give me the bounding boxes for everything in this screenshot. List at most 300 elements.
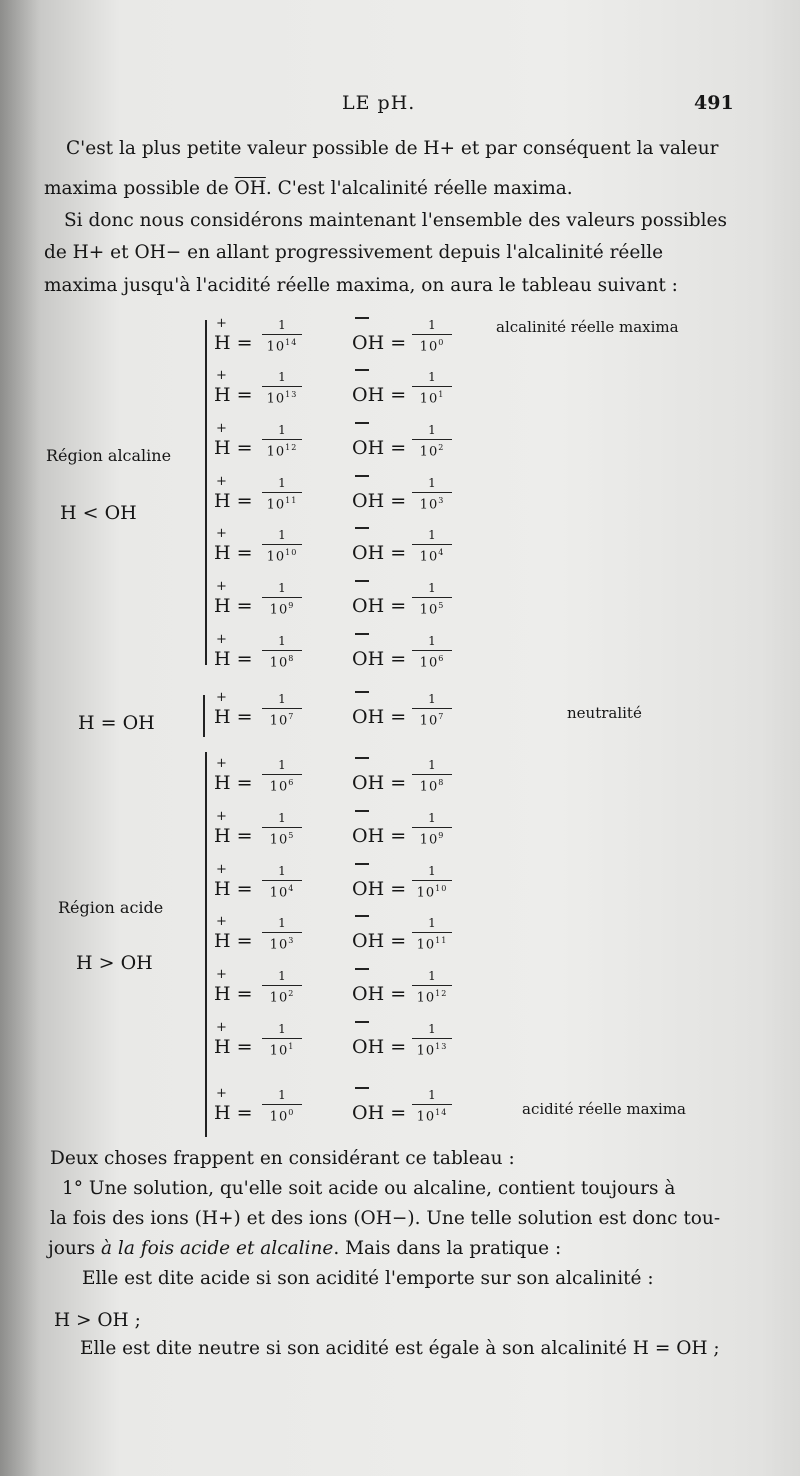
oh-symbol: OH: [352, 437, 384, 459]
page-number: 491: [694, 92, 734, 114]
table-row: [214, 370, 494, 424]
running-head: [0, 92, 800, 120]
neutral-brace: [203, 695, 205, 737]
oh-symbol: OH: [352, 1102, 384, 1124]
equals-sign: =: [384, 332, 407, 354]
h-fraction: [262, 318, 302, 354]
oh-term: [352, 706, 406, 728]
fraction-bar: [262, 985, 302, 986]
h-symbol: H +: [214, 756, 231, 794]
numerator: 1: [278, 581, 286, 595]
oh-fraction: [412, 634, 452, 670]
oh-symbol: OH: [352, 983, 384, 1005]
denominator: $10^{10}$: [416, 884, 448, 901]
oh-symbol: $\overline{OH}$: [234, 178, 266, 199]
oh-term: [352, 542, 406, 564]
fraction-bar: [412, 439, 452, 440]
equals-sign: =: [230, 1036, 253, 1058]
denominator: $10^1$: [419, 390, 445, 407]
h-term: [214, 809, 253, 847]
denominator: $10^0$: [269, 1108, 295, 1125]
exponent: 3: [288, 936, 295, 945]
equals-sign: =: [230, 332, 253, 354]
oh-fraction: [412, 370, 452, 406]
fraction-bar: [262, 439, 302, 440]
plus-sign: +: [216, 914, 227, 929]
numerator: 1: [428, 1088, 436, 1102]
h-symbol: H +: [214, 316, 231, 354]
exponent: 11: [285, 496, 298, 505]
oh-fraction: [412, 969, 452, 1005]
oh-fraction: [412, 811, 452, 847]
note-alcalinite-maxima: alcalinité réelle maxima: [496, 318, 679, 336]
denominator: $10^2$: [269, 989, 295, 1006]
overbar: [355, 915, 369, 917]
h-fraction: [262, 423, 302, 459]
overbar: [355, 1087, 369, 1089]
h-fraction: [262, 1088, 302, 1124]
oh-fraction: [412, 1088, 452, 1124]
exponent: 3: [438, 496, 445, 505]
alcaline-relation-text: H < OH: [60, 502, 137, 524]
fraction-bar: [412, 386, 452, 387]
fraction-bar: [262, 650, 302, 651]
oh-symbol: OH: [352, 648, 384, 670]
h-fraction: [262, 528, 302, 564]
conclusion-line-5: Elle est dite acide si son acidité l'emporte sur son alcalinité :: [82, 1268, 654, 1289]
region-alcaline-relation: [60, 502, 137, 524]
oh-term: [352, 490, 406, 512]
table-row: [214, 318, 494, 372]
oh-fraction: [412, 476, 452, 512]
table-row: [214, 1022, 494, 1076]
h-symbol: H +: [214, 809, 231, 847]
denominator: $10^5$: [269, 831, 295, 848]
h-term: [214, 1020, 253, 1058]
numerator: 1: [428, 916, 436, 930]
exponent: 10: [435, 884, 448, 893]
denominator: $10^7$: [419, 712, 445, 729]
exponent: 5: [288, 831, 295, 840]
denominator: $10^3$: [269, 936, 295, 953]
numerator: 1: [278, 528, 286, 542]
equals-sign: =: [384, 384, 407, 406]
table-row: [214, 423, 494, 477]
h-fraction: [262, 1022, 302, 1058]
numerator: 1: [278, 423, 286, 437]
h-term: [214, 368, 253, 406]
intro-line-1: C'est la plus petite valeur possible de H+ et par conséquent la valeur: [66, 138, 719, 159]
denominator: $10^7$: [269, 712, 295, 729]
overbar: [355, 633, 369, 635]
plus-sign: +: [216, 1020, 227, 1035]
numerator: 1: [428, 692, 436, 706]
region-alcaline-label: Région alcaline: [46, 446, 172, 465]
oh-term: [352, 332, 406, 354]
conclusion-line-4-start: jours: [48, 1238, 102, 1259]
exponent: 9: [288, 601, 295, 610]
oh-symbol: OH: [352, 490, 384, 512]
h-fraction: [262, 864, 302, 900]
h-fraction: [262, 476, 302, 512]
equals-sign: =: [384, 490, 407, 512]
equals-sign: =: [230, 983, 253, 1005]
oh-symbol: OH: [352, 878, 384, 900]
oh-term: [352, 384, 406, 406]
plus-sign: +: [216, 809, 227, 824]
numerator: 1: [428, 811, 436, 825]
plus-sign: +: [216, 756, 227, 771]
denominator: $10^9$: [419, 831, 445, 848]
oh-fraction: [412, 758, 452, 794]
intro-line-2: [44, 180, 573, 199]
plus-sign: +: [216, 579, 227, 594]
exponent: 4: [438, 548, 445, 557]
plus-sign: +: [216, 421, 227, 436]
fraction-bar: [412, 597, 452, 598]
denominator: $10^8$: [269, 654, 295, 671]
fraction-bar: [262, 827, 302, 828]
fraction-bar: [412, 774, 452, 775]
fraction-bar: [412, 880, 452, 881]
equals-sign: =: [230, 648, 253, 670]
numerator: 1: [278, 1022, 286, 1036]
equals-sign: =: [384, 706, 407, 728]
acide-brace: [205, 752, 207, 1137]
intro-line-4: de H+ et OH− en allant progressivement depuis l'alcalinité réelle: [44, 242, 664, 263]
oh-term: [352, 1102, 406, 1124]
table-row: [214, 758, 494, 812]
h-term: [214, 914, 253, 952]
table-row: [214, 1088, 494, 1142]
oh-term: [352, 825, 406, 847]
h-symbol: H +: [214, 526, 231, 564]
equals-sign: =: [230, 595, 253, 617]
oh-fraction: [412, 423, 452, 459]
overbar: [355, 475, 369, 477]
exponent: 14: [435, 1108, 448, 1117]
equals-sign: =: [230, 706, 253, 728]
oh-fraction: [412, 581, 452, 617]
numerator: 1: [278, 318, 286, 332]
equals-sign: =: [230, 437, 253, 459]
denominator: $10^{12}$: [266, 443, 298, 460]
oh-term: [352, 878, 406, 900]
intro-line-2-end: . C'est l'alcalinité réelle maxima.: [265, 178, 573, 199]
fraction-bar: [262, 1038, 302, 1039]
conclusion-line-2: 1° Une solution, qu'elle soit acide ou alcaline, contient toujours à: [62, 1178, 676, 1199]
h-fraction: [262, 969, 302, 1005]
denominator: $10^0$: [419, 338, 445, 355]
exponent: 8: [288, 654, 295, 663]
exponent: 0: [438, 338, 445, 347]
conclusion-line-4-end: . Mais dans la pratique :: [333, 1238, 562, 1259]
numerator: 1: [428, 864, 436, 878]
h-symbol: H +: [214, 368, 231, 406]
exponent: 1: [288, 1042, 295, 1051]
denominator: $10^6$: [269, 778, 295, 795]
denominator: $10^6$: [419, 654, 445, 671]
h-term: [214, 690, 253, 728]
oh-fraction: [412, 528, 452, 564]
denominator: $10^{13}$: [266, 390, 298, 407]
h-symbol: H +: [214, 914, 231, 952]
fraction-bar: [262, 932, 302, 933]
overbar: [355, 1021, 369, 1023]
plus-sign: +: [216, 526, 227, 541]
numerator: 1: [428, 476, 436, 490]
numerator: 1: [278, 634, 286, 648]
equals-sign: =: [230, 825, 253, 847]
table-row: [214, 476, 494, 530]
exponent: 11: [435, 936, 448, 945]
exponent: 10: [285, 548, 298, 557]
overbar: [355, 757, 369, 759]
exponent: 6: [288, 778, 295, 787]
equals-sign: =: [230, 384, 253, 406]
numerator: 1: [428, 370, 436, 384]
table-row: [214, 634, 494, 688]
denominator: $10^{14}$: [266, 338, 298, 355]
fraction-bar: [412, 492, 452, 493]
h-symbol: H +: [214, 421, 231, 459]
oh-term: [352, 983, 406, 1005]
h-fraction: [262, 692, 302, 728]
exponent: 1: [438, 390, 445, 399]
fraction-bar: [412, 1038, 452, 1039]
h-term: [214, 474, 253, 512]
fraction-bar: [262, 597, 302, 598]
denominator: $10^3$: [419, 496, 445, 513]
exponent: 0: [288, 1108, 295, 1117]
fraction-bar: [412, 708, 452, 709]
denominator: $10^{13}$: [416, 1042, 448, 1059]
equals-sign: =: [230, 878, 253, 900]
fraction-bar: [412, 985, 452, 986]
conclusion-line-6: H > OH ;: [54, 1310, 141, 1331]
h-fraction: [262, 916, 302, 952]
running-title: LE pH.: [342, 92, 416, 114]
oh-term: [352, 595, 406, 617]
denominator: $10^4$: [419, 548, 445, 565]
exponent: 2: [438, 443, 445, 452]
h-term: [214, 967, 253, 1005]
h-term: [214, 579, 253, 617]
exponent: 7: [288, 712, 295, 721]
h-symbol: H +: [214, 1086, 231, 1124]
h-symbol: H +: [214, 690, 231, 728]
equals-sign: =: [230, 542, 253, 564]
h-symbol: H +: [214, 632, 231, 670]
oh-fraction: [412, 864, 452, 900]
h-fraction: [262, 581, 302, 617]
denominator: $10^{10}$: [266, 548, 298, 565]
fraction-bar: [262, 774, 302, 775]
intro-line-5: maxima jusqu'à l'acidité réelle maxima, on aura le tableau suivant :: [44, 275, 678, 296]
overbar: [355, 317, 369, 319]
numerator: 1: [278, 916, 286, 930]
numerator: 1: [278, 758, 286, 772]
numerator: 1: [278, 864, 286, 878]
exponent: 2: [288, 989, 295, 998]
numerator: 1: [278, 811, 286, 825]
exponent: 4: [288, 884, 295, 893]
oh-fraction: [412, 318, 452, 354]
conclusion-emphasis: à la fois acide et alcaline: [101, 1238, 334, 1259]
h-symbol: H +: [214, 862, 231, 900]
exponent: 8: [438, 778, 445, 787]
h-fraction: [262, 811, 302, 847]
plus-sign: +: [216, 368, 227, 383]
denominator: $10^8$: [419, 778, 445, 795]
h-fraction: [262, 758, 302, 794]
denominator: $10^{11}$: [416, 936, 448, 953]
overbar: [355, 863, 369, 865]
denominator: $10^2$: [419, 443, 445, 460]
fraction-bar: [262, 334, 302, 335]
plus-sign: +: [216, 967, 227, 982]
conclusion-line-3: la fois des ions (H+) et des ions (OH−). Une telle solution est donc tou-: [50, 1208, 721, 1229]
table-row: [214, 811, 494, 865]
overbar: [355, 691, 369, 693]
region-acide-label: Région acide: [58, 898, 164, 917]
oh-symbol: OH: [352, 1036, 384, 1058]
numerator: 1: [428, 758, 436, 772]
h-term: [214, 756, 253, 794]
equals-sign: =: [230, 772, 253, 794]
numerator: 1: [278, 692, 286, 706]
oh-symbol: OH: [352, 542, 384, 564]
fraction-bar: [412, 932, 452, 933]
fraction-bar: [412, 827, 452, 828]
denominator: $10^4$: [269, 884, 295, 901]
fraction-bar: [412, 544, 452, 545]
equals-sign: =: [384, 648, 407, 670]
overbar: [355, 527, 369, 529]
oh-symbol: OH: [352, 332, 384, 354]
equals-sign: =: [384, 542, 407, 564]
h-term: [214, 421, 253, 459]
denominator: $10^1$: [269, 1042, 295, 1059]
equals-sign: =: [384, 1102, 407, 1124]
table-row: [214, 969, 494, 1023]
oh-symbol: OH: [352, 772, 384, 794]
plus-sign: +: [216, 862, 227, 877]
fraction-bar: [262, 386, 302, 387]
numerator: 1: [278, 969, 286, 983]
numerator: 1: [278, 1088, 286, 1102]
exponent: 9: [438, 831, 445, 840]
h-symbol: H +: [214, 474, 231, 512]
denominator: $10^{11}$: [266, 496, 298, 513]
numerator: 1: [428, 581, 436, 595]
intro-line-3: Si donc nous considérons maintenant l'ensemble des valeurs possibles: [64, 210, 727, 231]
numerator: 1: [428, 634, 436, 648]
numerator: 1: [428, 1022, 436, 1036]
plus-sign: +: [216, 1086, 227, 1101]
plus-sign: +: [216, 474, 227, 489]
table-row: [214, 916, 494, 970]
equals-sign: =: [230, 490, 253, 512]
overbar: [355, 369, 369, 371]
equals-sign: =: [384, 878, 407, 900]
oh-term: [352, 437, 406, 459]
equals-sign: =: [230, 930, 253, 952]
numerator: 1: [278, 370, 286, 384]
h-symbol: H +: [214, 967, 231, 1005]
h-symbol: H +: [214, 1020, 231, 1058]
exponent: 13: [285, 390, 298, 399]
overbar: [355, 422, 369, 424]
denominator: $10^5$: [419, 601, 445, 618]
exponent: 12: [285, 443, 298, 452]
oh-term: [352, 648, 406, 670]
oh-term: [352, 930, 406, 952]
region-acide-relation: H > OH: [76, 952, 153, 974]
conclusion-line-4: [48, 1240, 561, 1259]
h-term: [214, 316, 253, 354]
note-neutralite: neutralité: [567, 704, 642, 722]
overbar: [355, 580, 369, 582]
fraction-bar: [262, 492, 302, 493]
denominator: $10^{12}$: [416, 989, 448, 1006]
conclusion-line-7: Elle est dite neutre si son acidité est égale à son alcalinité H = OH ;: [80, 1338, 720, 1359]
equals-sign: =: [384, 930, 407, 952]
overbar: [355, 810, 369, 812]
exponent: 7: [438, 712, 445, 721]
exponent: 14: [285, 338, 298, 347]
note-acidite-maxima: acidité réelle maxima: [522, 1100, 686, 1118]
equals-sign: =: [384, 825, 407, 847]
exponent: 6: [438, 654, 445, 663]
fraction-bar: [412, 1104, 452, 1105]
plus-sign: +: [216, 316, 227, 331]
fraction-bar: [262, 880, 302, 881]
table-row: [214, 581, 494, 635]
region-neutral-relation: H = OH: [78, 712, 155, 734]
fraction-bar: [262, 544, 302, 545]
fraction-bar: [262, 708, 302, 709]
intro-line-2-start: maxima possible de: [44, 178, 235, 199]
oh-term: [352, 772, 406, 794]
numerator: 1: [278, 476, 286, 490]
denominator: $10^9$: [269, 601, 295, 618]
oh-symbol: OH: [352, 595, 384, 617]
table-row: [214, 692, 494, 746]
oh-symbol: OH: [352, 930, 384, 952]
oh-fraction: [412, 916, 452, 952]
oh-term: [352, 1036, 406, 1058]
equals-sign: =: [384, 772, 407, 794]
plus-sign: +: [216, 690, 227, 705]
table-row: [214, 864, 494, 918]
exponent: 13: [435, 1042, 448, 1051]
numerator: 1: [428, 528, 436, 542]
plus-sign: +: [216, 632, 227, 647]
oh-symbol: OH: [352, 706, 384, 728]
h-term: [214, 526, 253, 564]
oh-symbol: OH: [352, 825, 384, 847]
h-fraction: [262, 370, 302, 406]
equals-sign: =: [384, 437, 407, 459]
equals-sign: =: [384, 1036, 407, 1058]
numerator: 1: [428, 318, 436, 332]
equals-sign: =: [384, 595, 407, 617]
h-term: [214, 862, 253, 900]
overbar: [355, 968, 369, 970]
numerator: 1: [428, 423, 436, 437]
equals-sign: =: [384, 983, 407, 1005]
